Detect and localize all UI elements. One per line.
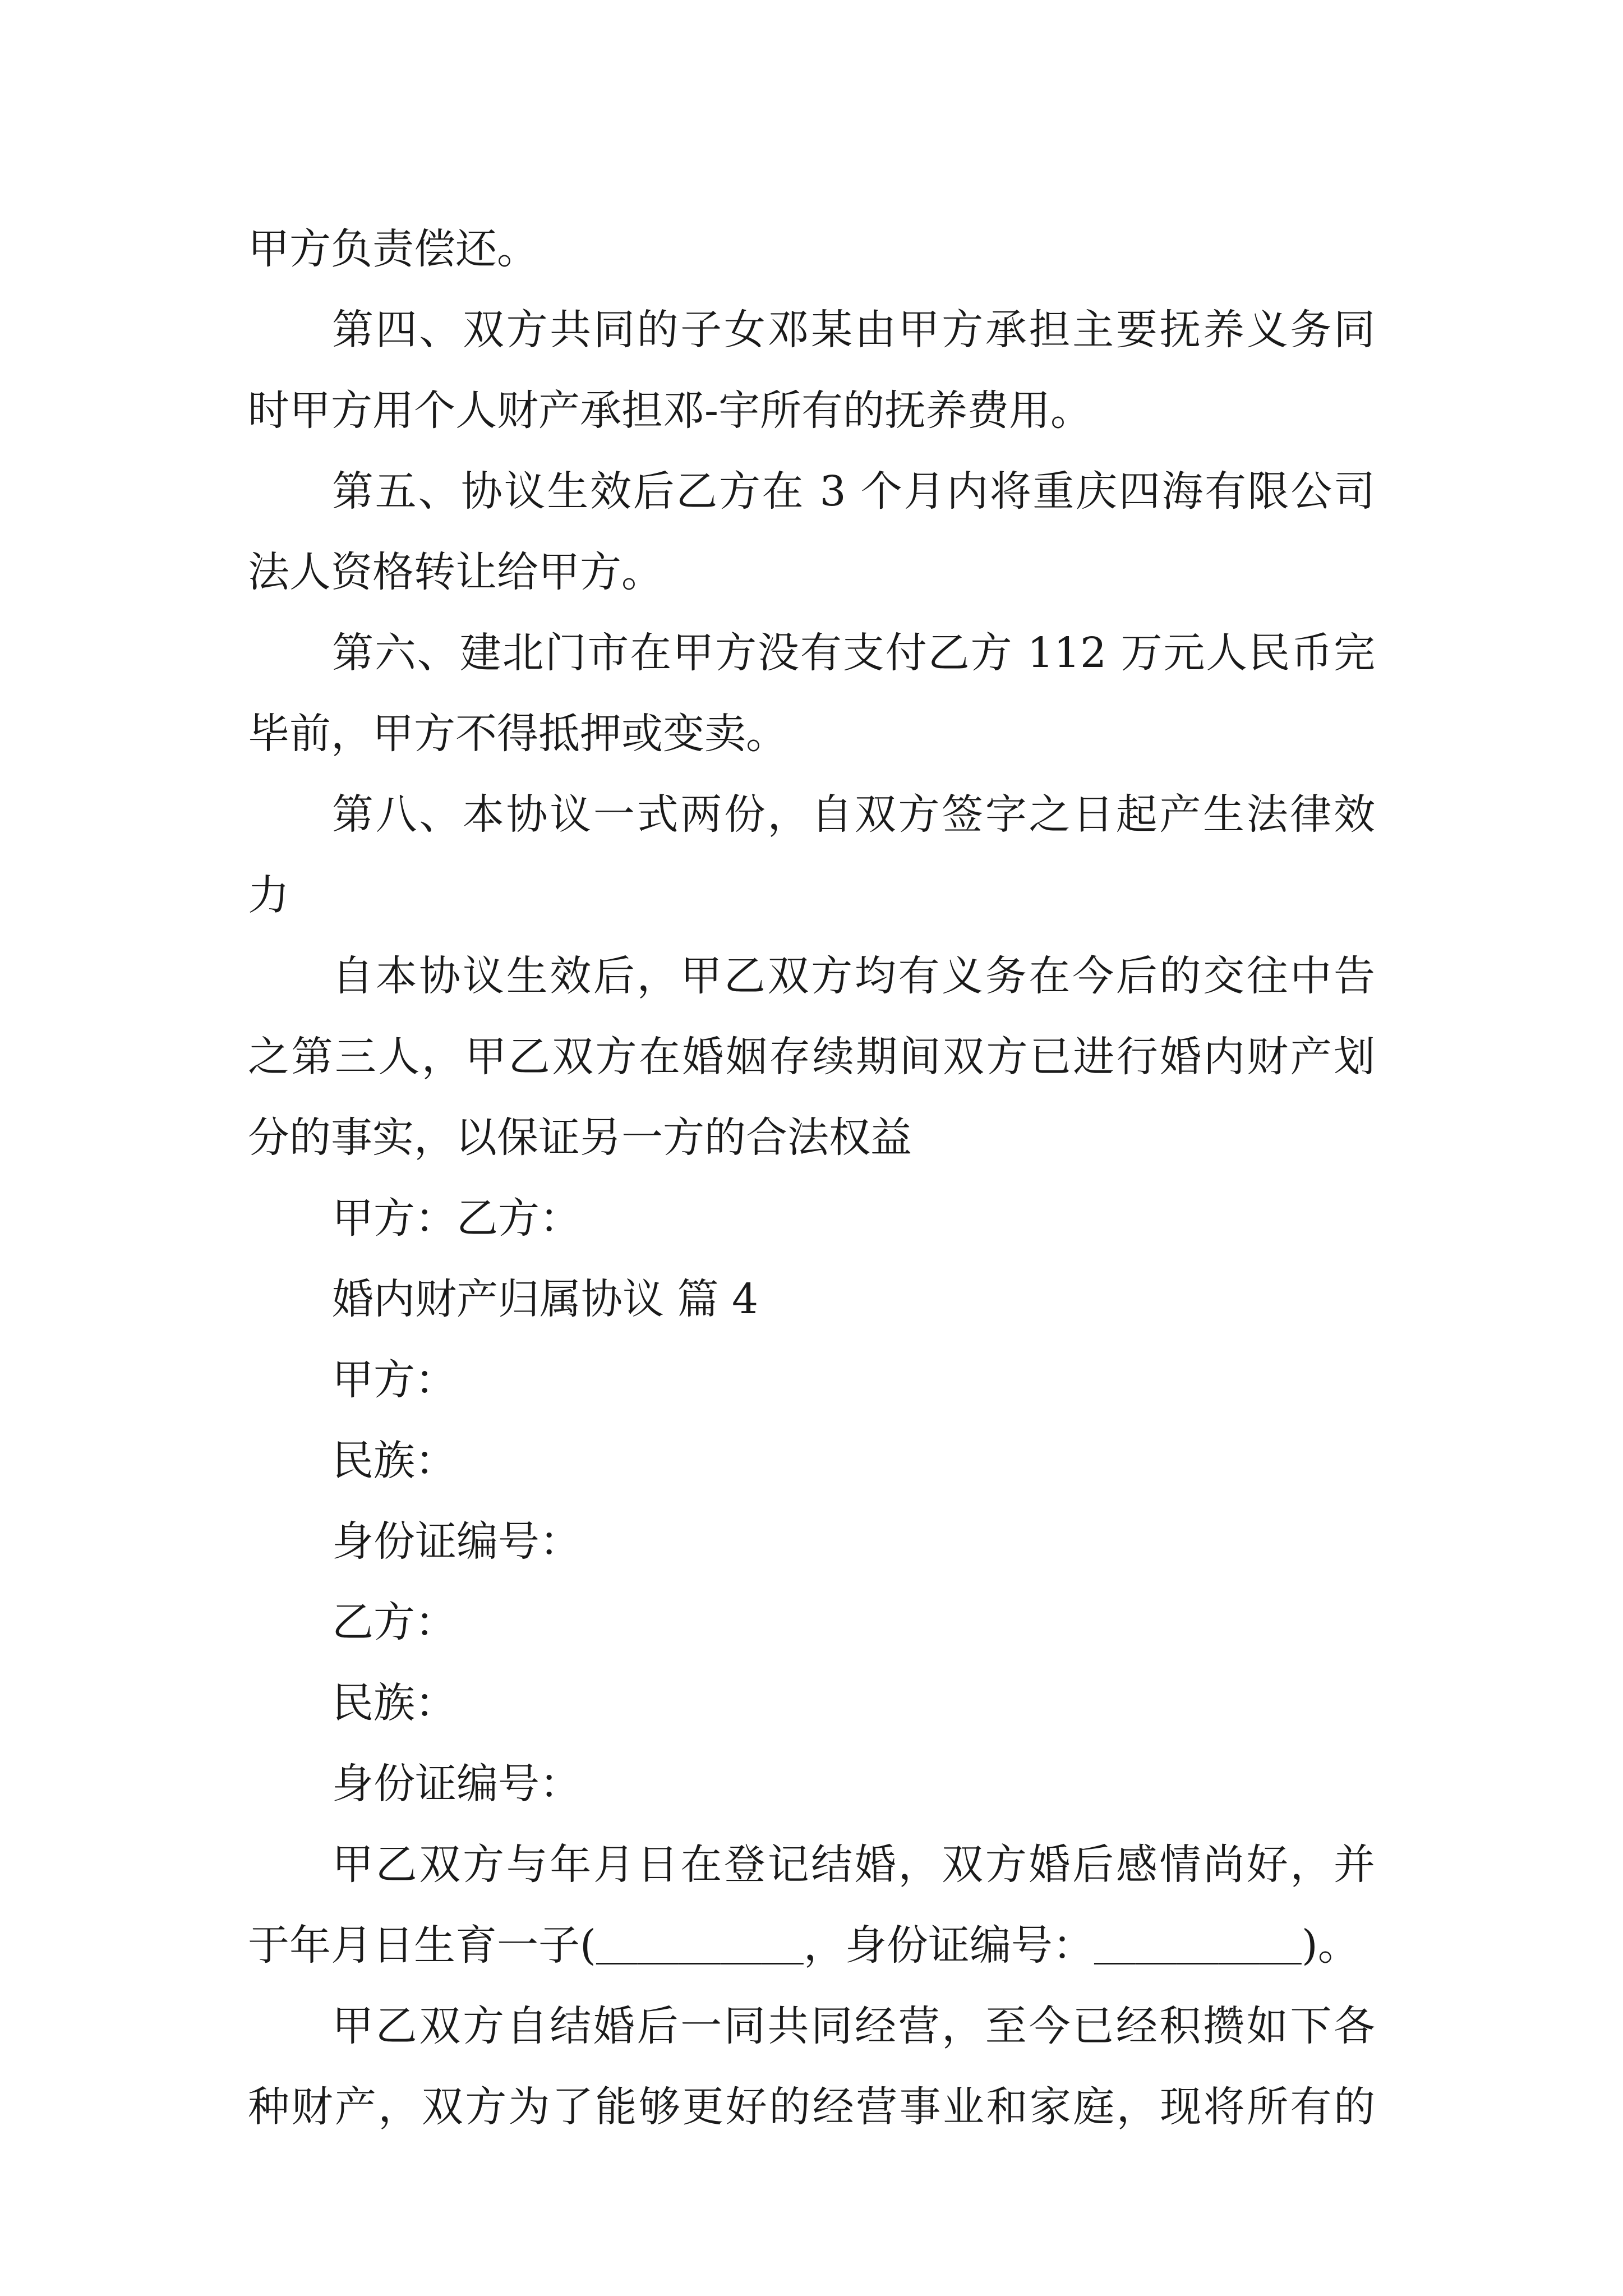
section-heading: 婚内财产归属协议 篇 4 <box>332 1275 759 1323</box>
text-line: 甲乙双方自结婚后一同共同经营，至今已经积攒如下各 <box>332 2002 1375 2050</box>
signature-line: 甲方：乙方： <box>332 1194 581 1243</box>
text-line: 甲乙双方与年月日在登记结婚，双方婚后感情尚好，并 <box>332 1841 1375 1889</box>
text-line: 力 <box>248 871 289 919</box>
party-a-ethnicity-field: 民族： <box>332 1437 457 1485</box>
text-line: 之第三人，甲乙双方在婚姻存续期间双方已进行婚内财产划 <box>248 1033 1375 1081</box>
text-line: 第四、双方共同的子女邓某由甲方承担主要抚养义务同 <box>332 306 1375 354</box>
party-b-id-field: 身份证编号： <box>332 1760 581 1808</box>
text-line: 第八、本协议一式两份，自双方签字之日起产生法律效 <box>332 790 1375 839</box>
text-line: 于年月日生育一子(＿＿＿＿＿，身份证编号：＿＿＿＿＿)。 <box>248 1921 1359 1970</box>
text-line: 分的事实，以保证另一方的合法权益 <box>248 1114 912 1162</box>
party-b-ethnicity-field: 民族： <box>332 1679 457 1727</box>
party-a-field: 甲方： <box>332 1356 457 1404</box>
text-line: 自本协议生效后，甲乙双方均有义务在今后的交往中告 <box>332 952 1375 1000</box>
text-line: 甲方负责偿还。 <box>248 225 538 273</box>
text-line: 法人资格转让给甲方。 <box>248 548 663 596</box>
text-line: 毕前，甲方不得抵押或变卖。 <box>248 710 787 758</box>
text-line: 时甲方用个人财产承担邓-宇所有的抚养费用。 <box>248 386 1092 435</box>
party-b-field: 乙方： <box>332 1598 457 1646</box>
text-line: 第五、协议生效后乙方在 3 个月内将重庆四海有限公司 <box>332 467 1375 516</box>
document-body <box>248 209 1375 2147</box>
text-line: 种财产，双方为了能够更好的经营事业和家庭，现将所有的 <box>248 2083 1375 2131</box>
party-a-id-field: 身份证编号： <box>332 1517 581 1566</box>
text-line: 第六、建北门市在甲方没有支付乙方 112 万元人民币完 <box>332 629 1375 677</box>
